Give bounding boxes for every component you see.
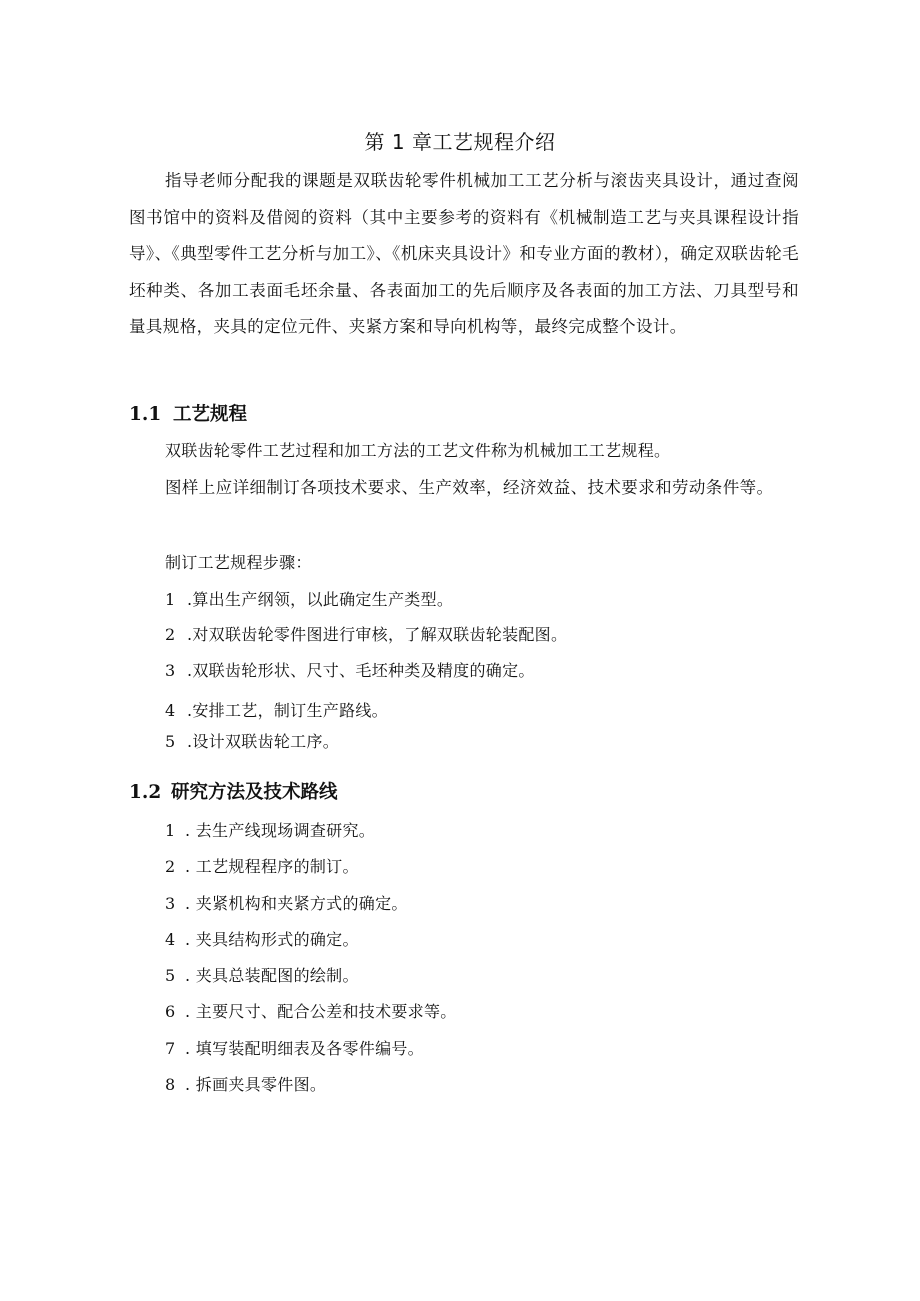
item-number: 6 — [165, 1002, 176, 1021]
list-item — [165, 891, 408, 917]
item-number: 3 — [165, 894, 176, 913]
section-heading-1-2 — [129, 779, 338, 807]
section1-paragraph-2: 图样上应详细制订各项技术要求、生产效率，经济效益、技术要求和劳动条件等。 — [165, 478, 774, 497]
item-text: . 主要尺寸、配合公差和技术要求等。 — [185, 1002, 457, 1021]
list-item — [165, 854, 359, 880]
item-number: 8 — [165, 1075, 176, 1094]
item-number: 4 — [165, 930, 176, 949]
section-number: 1.2 — [129, 782, 162, 803]
step-text: .设计双联齿轮工序。 — [187, 732, 340, 751]
list-item — [165, 927, 359, 953]
step-number: 2 — [165, 625, 176, 644]
item-number: 7 — [165, 1039, 176, 1058]
list-item — [165, 963, 359, 989]
item-text: . 去生产线现场调查研究。 — [185, 821, 376, 840]
list-item — [165, 1072, 326, 1098]
step-item — [165, 658, 535, 684]
list-item — [165, 999, 457, 1025]
item-number: 1 — [165, 821, 176, 840]
step-item — [165, 622, 567, 648]
chapter-title: 第 1 章工艺规程介绍 — [364, 130, 556, 154]
step-number: 3 — [165, 661, 176, 680]
step-text: .算出生产纲领，以此确定生产类型。 — [187, 590, 454, 609]
item-text: . 夹具结构形式的确定。 — [185, 930, 359, 949]
item-number: 2 — [165, 857, 176, 876]
item-text: . 夹紧机构和夹紧方式的确定。 — [185, 894, 408, 913]
step-item — [165, 587, 453, 613]
chapter-intro-paragraph: 指导老师分配我的课题是双联齿轮零件机械加工工艺分析与滚齿夹具设计，通过查阅图书馆中的资料及借阅的资料（其中主要参考的资料有《机械制造工艺与夹具课程设计指导》、《典型零件工艺分析与加工》、《机床夹具设计》和专业方面的教材），确定双联齿轮毛坯种类、各加工表面毛坯余量、各表面加工的先后顺序及各表面的加工方法、刀具型号和量具规格，夹具的定位元件、夹紧方案和导向机构等，最终完成整个设计。 — [129, 171, 799, 336]
step-text: .对双联齿轮零件图进行审核，了解双联齿轮装配图。 — [187, 625, 568, 644]
section-title: 研究方法及技术路线 — [171, 782, 338, 803]
list-item — [165, 1036, 424, 1062]
step-text: .双联齿轮形状、尺寸、毛坯种类及精度的确定。 — [187, 661, 535, 680]
step-text: .安排工艺，制订生产路线。 — [187, 701, 388, 720]
section-number: 1.1 — [129, 404, 162, 425]
step-item — [165, 729, 339, 755]
item-text: . 夹具总装配图的绘制。 — [185, 966, 359, 985]
section-heading-1-1 — [129, 401, 247, 429]
step-number: 4 — [165, 701, 176, 720]
steps-intro: 制订工艺规程步骤： — [165, 553, 312, 572]
section-title: 工艺规程 — [173, 404, 248, 425]
list-item — [165, 818, 375, 844]
item-number: 5 — [165, 966, 176, 985]
step-item — [165, 698, 388, 724]
step-number: 1 — [165, 590, 176, 609]
item-text: . 拆画夹具零件图。 — [185, 1075, 327, 1094]
item-text: . 工艺规程程序的制订。 — [185, 857, 359, 876]
section1-paragraph-1: 双联齿轮零件工艺过程和加工方法的工艺文件称为机械加工工艺规程。 — [165, 441, 671, 460]
item-text: . 填写装配明细表及各零件编号。 — [185, 1039, 424, 1058]
step-number: 5 — [165, 732, 176, 751]
